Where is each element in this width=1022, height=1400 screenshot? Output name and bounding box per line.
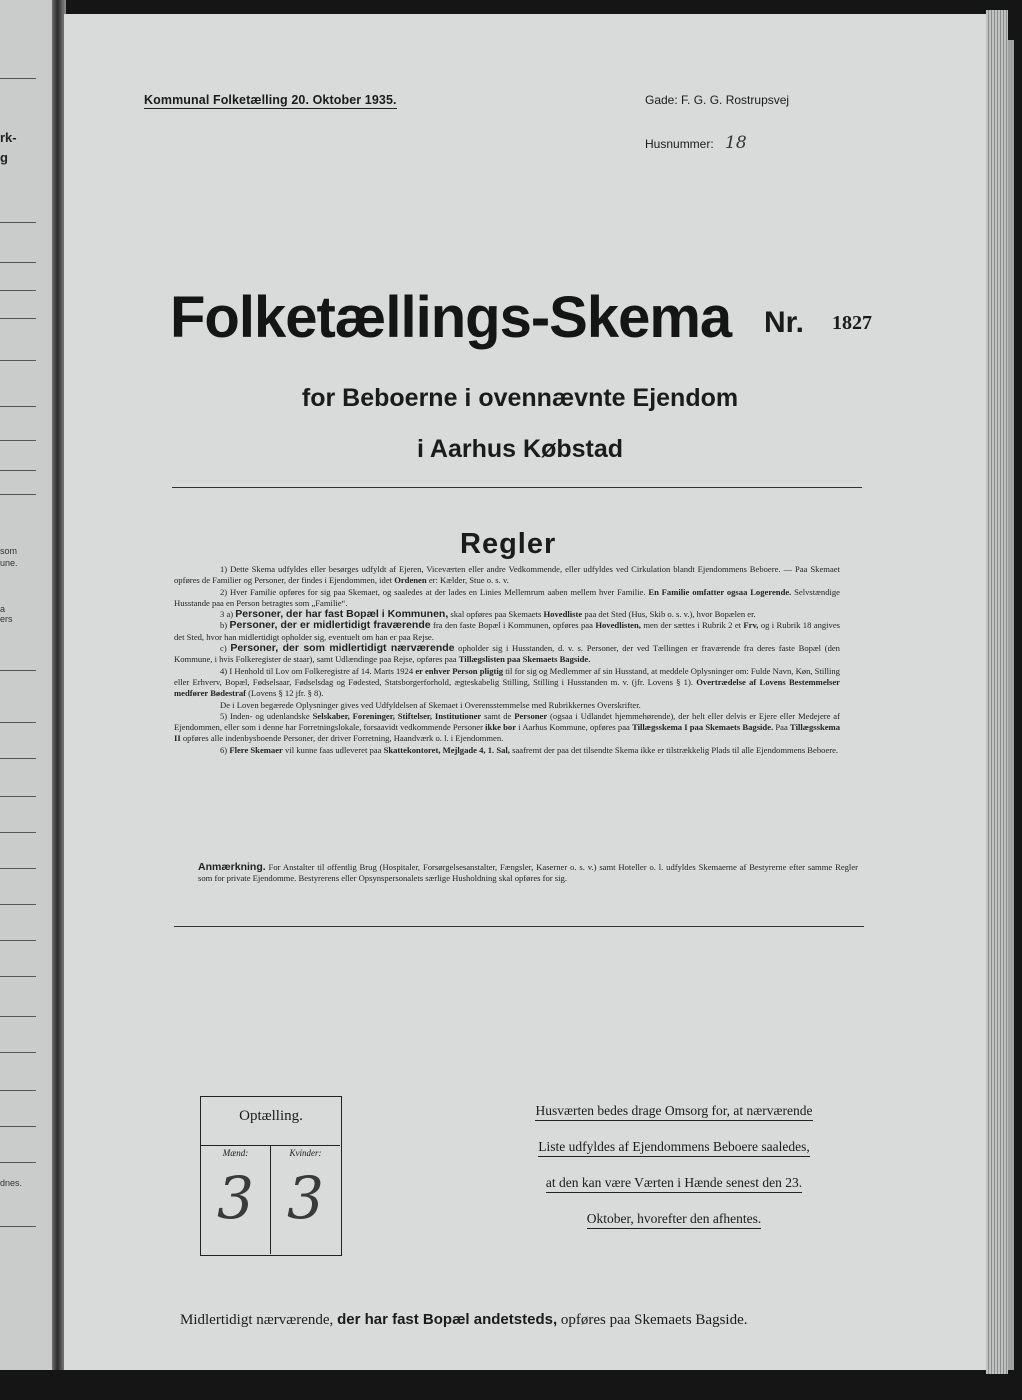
left-page-fragment: a xyxy=(0,604,6,614)
count-men-column xyxy=(201,1145,271,1254)
left-page-rule xyxy=(0,1126,36,1127)
left-page-rule xyxy=(0,1090,36,1091)
divider xyxy=(174,926,864,927)
left-page-rule xyxy=(0,78,36,79)
rule-4b: De i Loven begærede Oplysninger gives ved Udfyldelsen af Skemaet i Overensstemmelse med Rubrikkernes Overskrifter. xyxy=(220,699,641,710)
left-page-fragment: une. xyxy=(0,558,18,568)
form-subtitle: for Beboerne i ovennævnte Ejendom xyxy=(301,384,739,412)
left-page-rule xyxy=(0,406,36,407)
left-page-fragment: dnes. xyxy=(0,1178,23,1188)
left-page-rule xyxy=(0,670,36,671)
house-number-field xyxy=(645,133,747,153)
landlord-notice-line: Liste udfyldes af Ejendommens Beboere saaledes, xyxy=(504,1139,844,1155)
remark-note xyxy=(198,862,858,885)
left-page-rule xyxy=(0,440,36,441)
left-page-rule xyxy=(0,796,36,797)
form-number-value: 1827 xyxy=(832,312,872,334)
left-page-rule xyxy=(0,940,36,941)
left-page-rule xyxy=(0,470,36,471)
left-page-rule xyxy=(0,868,36,869)
page-edges xyxy=(986,10,1008,1374)
rule-5: 5) Inden- og udenlandske Selskaber, Foreninger, Stiftelser, Institutioner samt de Personer (ogsaa i Udlandet hjemmehørende), der helt eller delvis er Ejere eller Medejere af Ejendommen, eller som i denne har Forretningslokale, forsaavidt vedkommende Personer ikke bor i Aarhus Kommune, opføres paa Tillægsskema I paa Skemaets Bagside. Paa Tillægsskema II opføres alle indenbysboende Personer, der driver Forretning, Haandværk o. l. i Ejendommen. xyxy=(174,710,840,744)
left-page-rule xyxy=(0,1162,36,1163)
rule-6: 6) Flere Skemaer vil kunne faas udleveret paa Skattekontoret, Mejlgade 4, 1. Sal, saafremt der paa det tilsendte Skema ikke er tilstrækkelig Plads til alle Ejendommens Beboere. xyxy=(220,744,839,755)
left-page-fragment: rk- xyxy=(0,130,17,145)
left-page-rule xyxy=(0,904,36,905)
remark-text: For Anstalter til offentlig Brug (Hospitaler, Forsørgelsesanstalter, Fængsler, Kaserner o. s. v.) samt Hoteller o. l. udfyldes Skemaerne af Bestyrerne efter samme Regler som for private Ejendomme. Bestyrerens eller Opsynspersonalets særlige Husholdning skal opføres for sig. xyxy=(198,862,858,884)
rules-text xyxy=(174,564,840,756)
left-page-rule xyxy=(0,262,36,263)
rule-2: 2) Hver Familie opføres for sig paa Skemaet, og saaledes at der lades en Linies Mellemrum aaben mellem hver Familie. En Familie omfatter ogsaa Logerende. Selvstændige Husstande paa en Person betragtes som „Familie“. xyxy=(174,586,840,608)
street-field xyxy=(645,93,789,107)
rule-3a: 3 a) Personer, der har fast Bopæl i Kommunen, skal opføres paa Skemaets Hovedliste paa det Sted (Hus, Skib o. s. v.), hvor Bopælen er. xyxy=(220,608,756,621)
rule-4: 4) I Henhold til Lov om Folkeregistre af 14. Marts 1924 er enhver Person pligtig til for sig og Medlemmer af sin Husstand, at meddele Oplysninger om: Fulde Navn, Køn, Stilling eller Erhverv, Bopæl, Fødselsaar, Fødselsdag og Fødested, Statsborgerforhold, ægteskabelig Stilling, Stilling i Husstanden m. v. (jfr. Lovens § 1). Overtrædelse af Lovens Bestemmelser medfører Bødestraf (Lovens § 12 jfr. § 8). xyxy=(174,665,841,699)
house-number-value: 18 xyxy=(725,133,747,153)
census-form-page xyxy=(64,14,986,1370)
rule-1: 1) Dette Skema udfyldes eller besørges udfyldt af Ejeren, Viceværten eller andre Vedkommende, eller udfyldes ved Cirkulation blandt Ejendommens Beboere. — Paa Skemaet opføres de Familier og Personer, der findes i Ejendommen, idet Ordenen er: Kælder, Stue o. s. v. xyxy=(174,564,840,586)
count-women-label: Kvinder: xyxy=(289,1148,322,1158)
form-number-label: Nr. xyxy=(764,306,805,339)
divider xyxy=(172,487,862,488)
left-page-rule xyxy=(0,360,36,361)
street-label: Gade: xyxy=(645,93,678,107)
rules-heading: Regler xyxy=(460,528,557,560)
street-value: F. G. G. Rostrupsvej xyxy=(681,93,790,107)
form-title: Folketællings-Skema xyxy=(170,285,732,350)
rule-3c: c) Personer, der som midlertidigt nærværende opholder sig i Husstanden, d. v. s. Personer, der ved Tællingen er fraværende fra deres faste Bopæl (den Kommune, i hvis Folkeregister de staar), samt Udlændinge paa Rejse, opføres paa Tillægslisten paa Skemaets Bagside. xyxy=(174,642,840,665)
form-subtitle-city: i Aarhus Købstad xyxy=(416,435,624,463)
count-women-value: 3 xyxy=(287,1164,324,1232)
landlord-notice-line: Oktober, hvorefter den afhentes. xyxy=(504,1211,844,1227)
left-page-rule xyxy=(0,318,36,319)
left-page-rule xyxy=(0,722,36,723)
count-box xyxy=(200,1096,342,1256)
landlord-notice-line: at den kan være Værten i Hænde senest den 23. xyxy=(504,1175,844,1191)
left-page-rule xyxy=(0,290,36,291)
left-page-fragment: som xyxy=(0,546,18,556)
header-census-title: Kommunal Folketælling 20. Oktober 1935. xyxy=(144,93,397,107)
count-women-column xyxy=(271,1145,340,1254)
count-men-label: Mænd: xyxy=(222,1148,249,1158)
left-adjacent-page xyxy=(0,0,52,1370)
left-page-rule xyxy=(0,1016,36,1017)
left-page-fragment: g xyxy=(0,150,8,165)
page-edges xyxy=(1008,40,1014,1370)
footer-instruction: Midlertidigt nærværende, der har fast Bopæl andetsteds, opføres paa Skemaets Bagside. xyxy=(180,1311,748,1328)
landlord-notice-line: Husværten bedes drage Omsorg for, at nærværende xyxy=(504,1103,844,1119)
left-page-rule xyxy=(0,222,36,223)
left-page-rule xyxy=(0,832,36,833)
left-page-rule xyxy=(0,1052,36,1053)
left-page-fragment: ers xyxy=(0,614,13,624)
left-page-rule xyxy=(0,1226,36,1227)
remark-label: Anmærkning. xyxy=(198,861,266,873)
left-page-rule xyxy=(0,758,36,759)
count-men-value: 3 xyxy=(217,1164,254,1232)
count-title: Optælling. xyxy=(239,1108,303,1124)
rule-3b: b) Personer, der er midlertidigt fraværende fra den faste Bopæl i Kommunen, opføres paa Hovedlisten, men der sættes i Rubrik 2 et Frv, og i Rubrik 18 angives det Sted, hvor han midlertidigt opholder sig, eventuelt om han er paa Rejse. xyxy=(174,619,841,642)
left-page-rule xyxy=(0,976,36,977)
house-number-label: Husnummer: xyxy=(645,137,714,151)
left-page-rule xyxy=(0,494,36,495)
